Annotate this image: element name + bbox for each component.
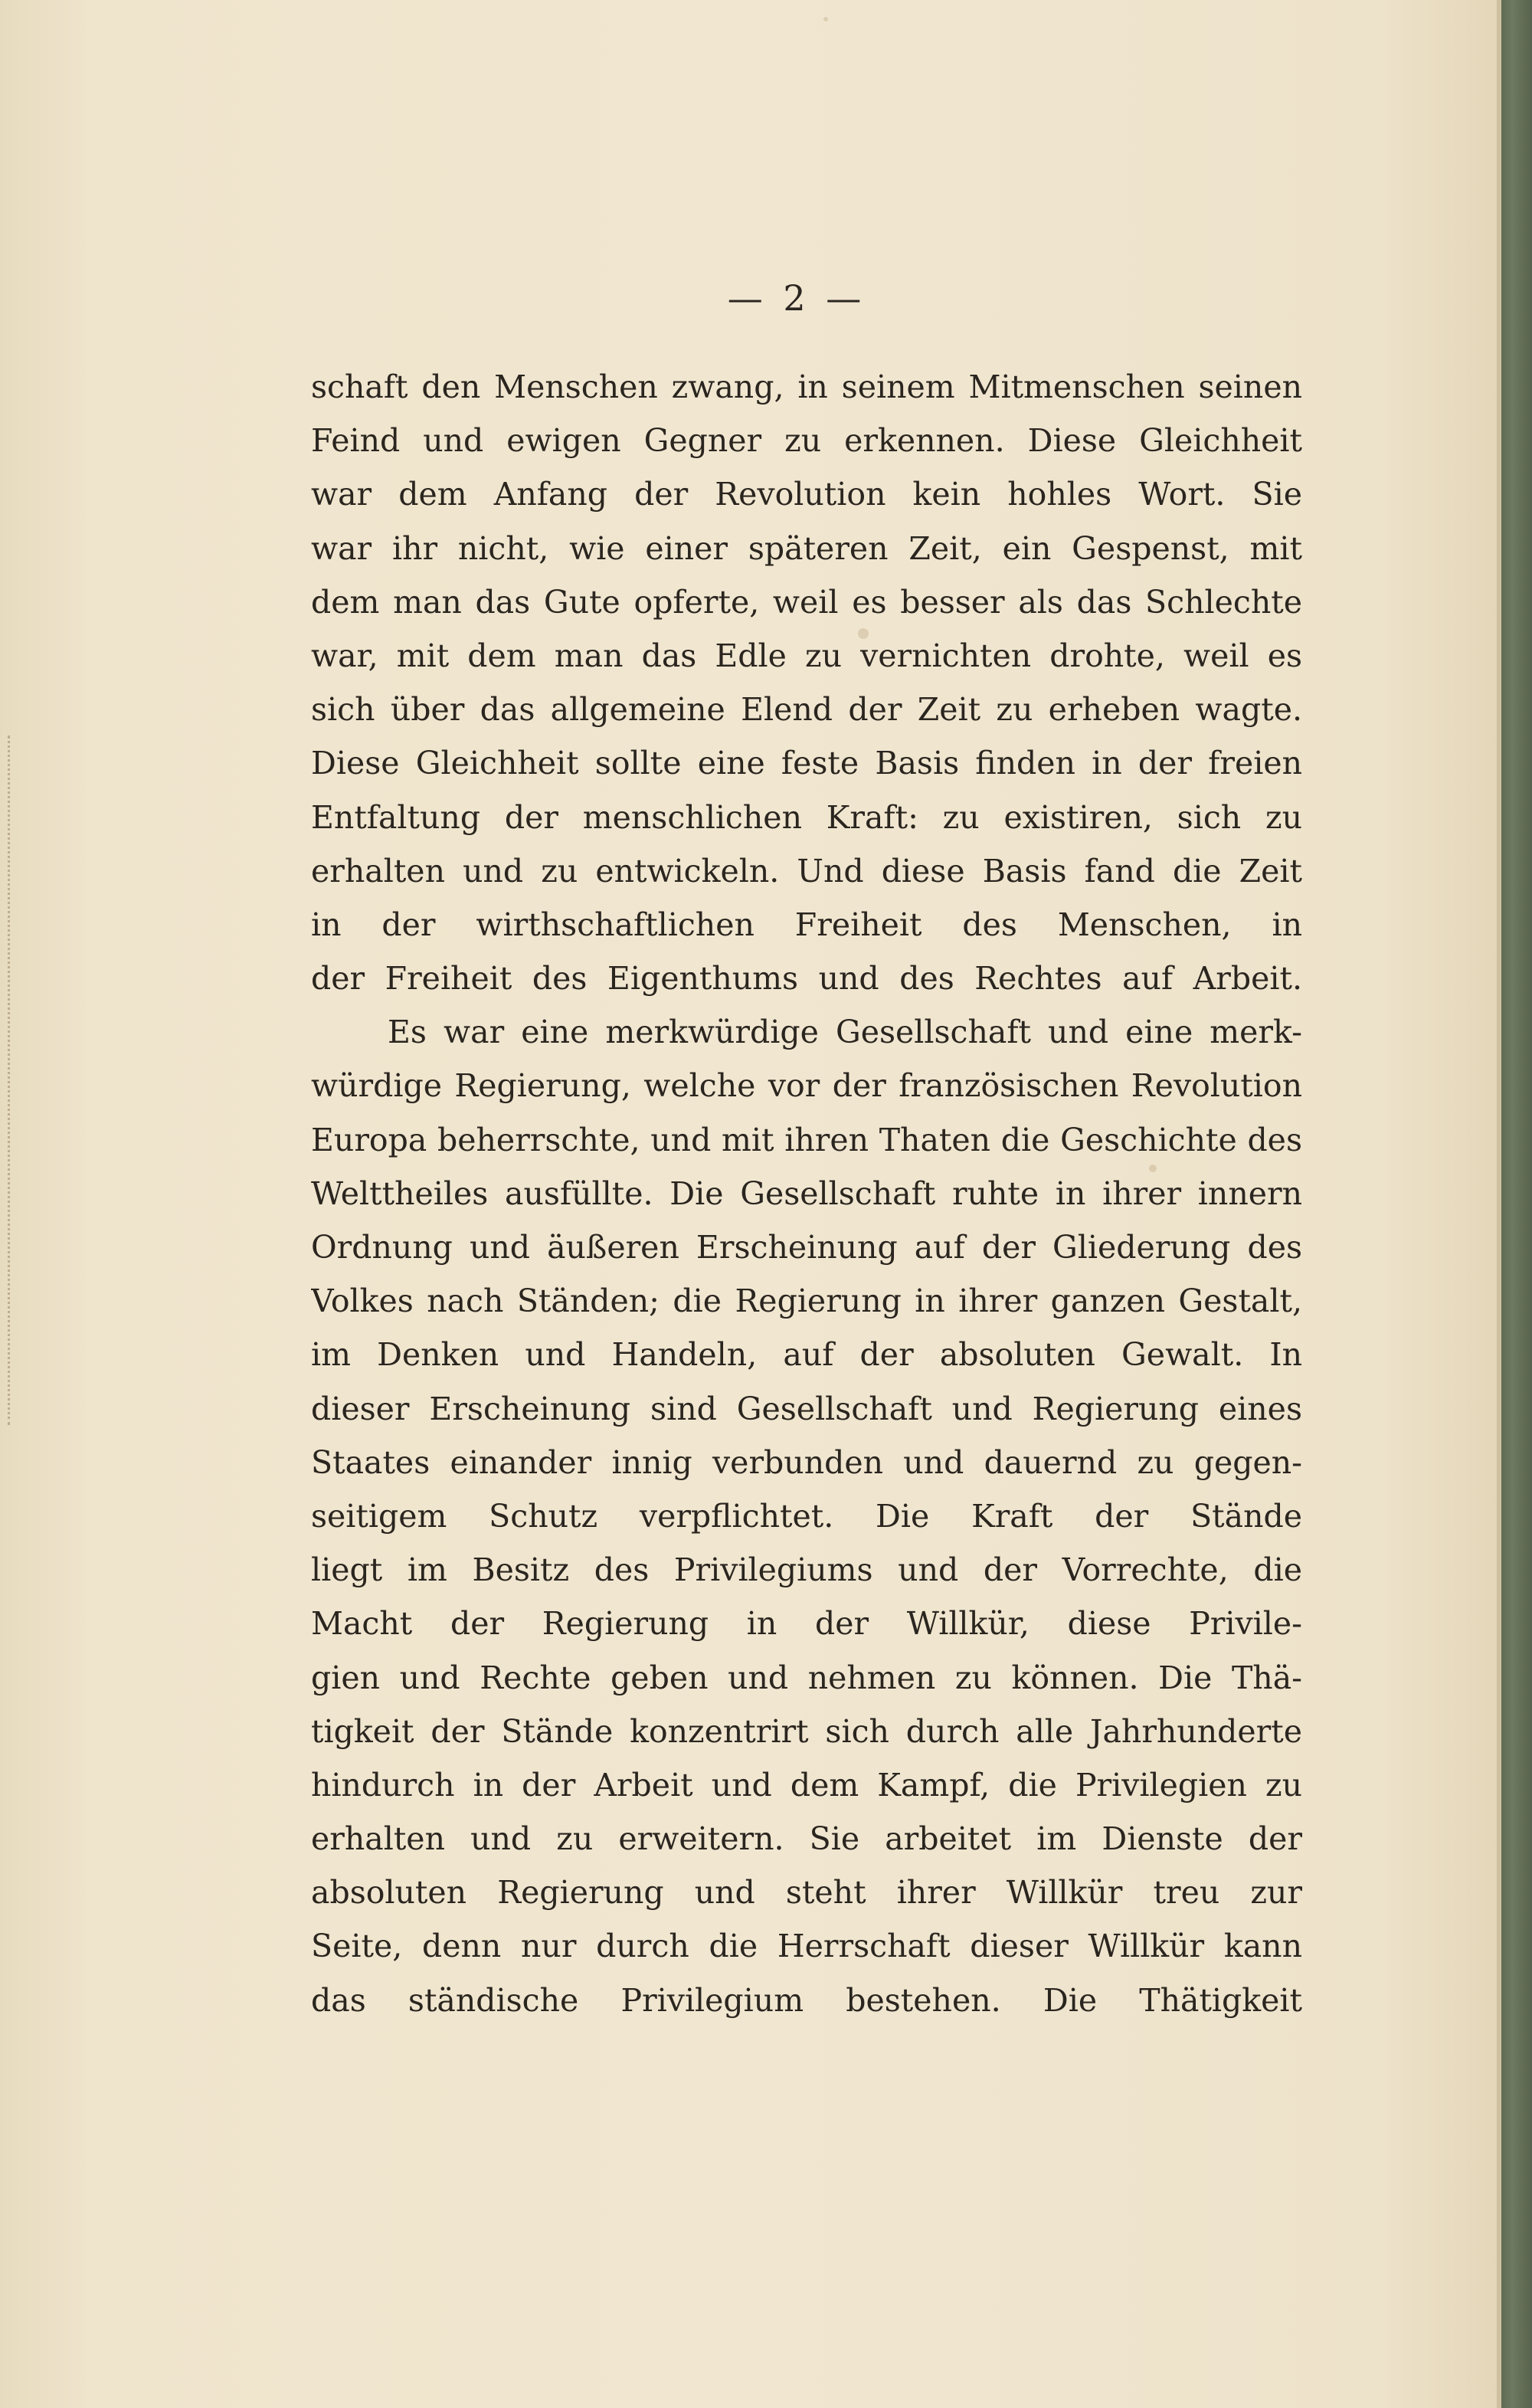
text-line: war, mit dem man das Edle zu vernichten drohte, weil es [311,637,1302,674]
text-line: seitigem Schutz verpflichtet. Die Kraft der Stände [311,1497,1302,1535]
binding-stitches [8,736,21,1425]
text-line: sich über das allgemeine Elend der Zeit zu erheben wagte. [311,691,1302,729]
text-line: Europa beherrschte, und mit ihren Thaten die Geschichte des [311,1121,1302,1158]
text-line: Seite, denn nur durch die Herrschaft dieser Willkür kann [311,1928,1302,1965]
text-line: dieser Erscheinung sind Gesellschaft und Regierung eines [311,1390,1302,1427]
body-text [311,360,1302,2027]
text-line: im Denken und Handeln, auf der absoluten Gewalt. In [311,1336,1302,1374]
paper-spot [823,17,828,21]
text-line: war dem Anfang der Revolution kein hohles Wort. Sie [311,476,1302,513]
text-line: Diese Gleichheit sollte eine feste Basis finden in der freien [311,745,1302,782]
text-line: hindurch in der Arbeit und dem Kampf, die Privilegien zu [311,1766,1302,1804]
text-line: schaft den Menschen zwang, in seinem Mitmenschen seinen [311,369,1302,405]
text-line: Feind und ewigen Gegner zu erkennen. Diese Gleichheit [311,422,1302,460]
text-line: erhalten und zu entwickeln. Und diese Basis fand die Zeit [311,852,1302,889]
text-line: erhalten und zu erweitern. Sie arbeitet im Dienste der [311,1820,1302,1858]
text-line: würdige Regierung, welche vor der französischen Revolution [311,1067,1302,1105]
text-line: Staates einander innig verbunden und dauernd zu gegen- [311,1443,1302,1481]
text-line: das ständische Privilegium bestehen. Die Thätigkeit [311,1981,1302,2019]
text-line: in der wirthschaftlichen Freiheit des Menschen, in [311,906,1302,943]
page-number: — 2 — [727,277,866,319]
paragraph-start-line: Es war eine merkwürdige Gesellschaft und eine merk- [388,1014,1302,1051]
text-line: tigkeit der Stände konzentrirt sich durch alle Jahrhunderte [311,1712,1302,1750]
text-line: Macht der Regierung in der Willkür, diese Privile- [311,1605,1302,1643]
text-line: war ihr nicht, wie einer späteren Zeit, ein Gespenst, mit [311,529,1302,567]
text-line: Ordnung und äußeren Erscheinung auf der Gliederung des [311,1229,1302,1266]
text-line: der Freiheit des Eigenthums und des Rechtes auf Arbeit. [311,960,1302,998]
book-binding [1501,0,1532,2408]
text-line: Volkes nach Ständen; die Regierung in ihrer ganzen Gestalt, [311,1283,1302,1320]
text-line: Entfaltung der menschlichen Kraft: zu existiren, sich zu [311,798,1302,836]
text-line: Welttheiles ausfüllte. Die Gesellschaft ruhte in ihrer innern [311,1175,1302,1212]
text-line: gien und Rechte geben und nehmen zu können. Die Thä- [311,1659,1302,1696]
text-line: dem man das Gute opferte, weil es besser als das Schlechte [311,583,1302,621]
text-line: absoluten Regierung und steht ihrer Willkür treu zur [311,1874,1302,1912]
text-line: liegt im Besitz des Privilegiums und der Vorrechte, die [311,1551,1302,1589]
